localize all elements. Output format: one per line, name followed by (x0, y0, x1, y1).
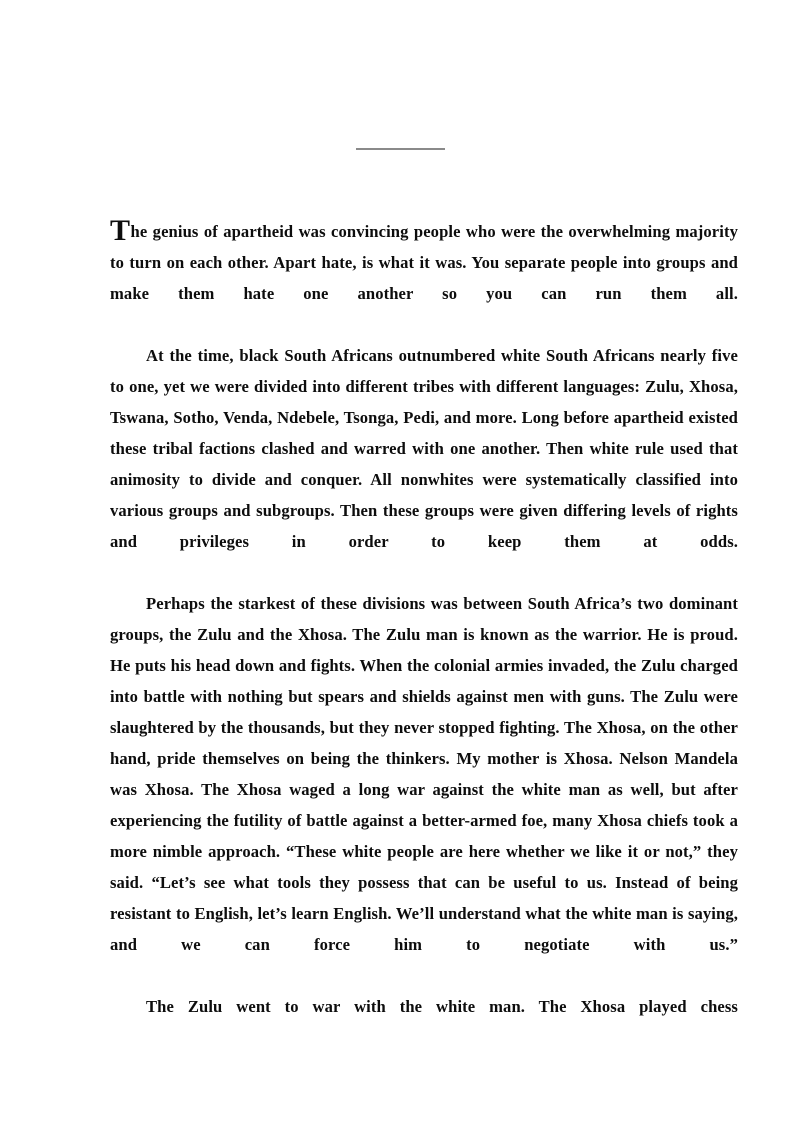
paragraph-1 (110, 216, 738, 340)
body-text-column (110, 216, 738, 1053)
divider-rule-icon (356, 148, 445, 150)
paragraph-1-text: he genius of apartheid was convincing people who were the overwhelming majority to turn on each other. Apart hate, is what it was. You separate people into groups and make them hate one another so you can run them all. (110, 222, 738, 303)
paragraph-4: The Zulu went to war with the white man. The Xhosa played chess (146, 997, 738, 1016)
paragraph-2: At the time, black South Africans outnumbered white South Africans nearly five to one, yet we were divided into different tribes with different languages: Zulu, Xhosa, Tswana, Sotho, Venda, Ndebele, Tsonga, Pedi, and more. Long before apartheid existed these tribal factions clashed and warred with one another. Then white rule used that animosity to divide and conquer. All nonwhites were systematically classified into various groups and subgroups. Then these groups were given differing levels of rights and privileges in order to keep them at odds. (110, 346, 738, 551)
section-divider (0, 148, 800, 150)
drop-cap: T (110, 214, 131, 247)
paragraph-3: Perhaps the starkest of these divisions was between South Africa’s two dominant groups, the Zulu and the Xhosa. The Zulu man is known as the warrior. He is proud. He puts his head down and fights. When the colonial armies invaded, the Zulu charged into battle with nothing but spears and shields against men with guns. The Zulu were slaughtered by the thousands, but they never stopped fighting. The Xhosa, on the other hand, pride themselves on being the thinkers. My mother is Xhosa. Nelson Mandela was Xhosa. The Xhosa waged a long war against the white man as well, but after experiencing the futility of battle against a better-armed foe, many Xhosa chiefs took a more nimble approach. “These white people are here whether we like it or not,” they said. “Let’s see what tools they possess that can be useful to us. Instead of being resistant to English, let’s learn English. We’ll understand what the white man is saying, and we can force him to negotiate with us.” (110, 594, 738, 954)
